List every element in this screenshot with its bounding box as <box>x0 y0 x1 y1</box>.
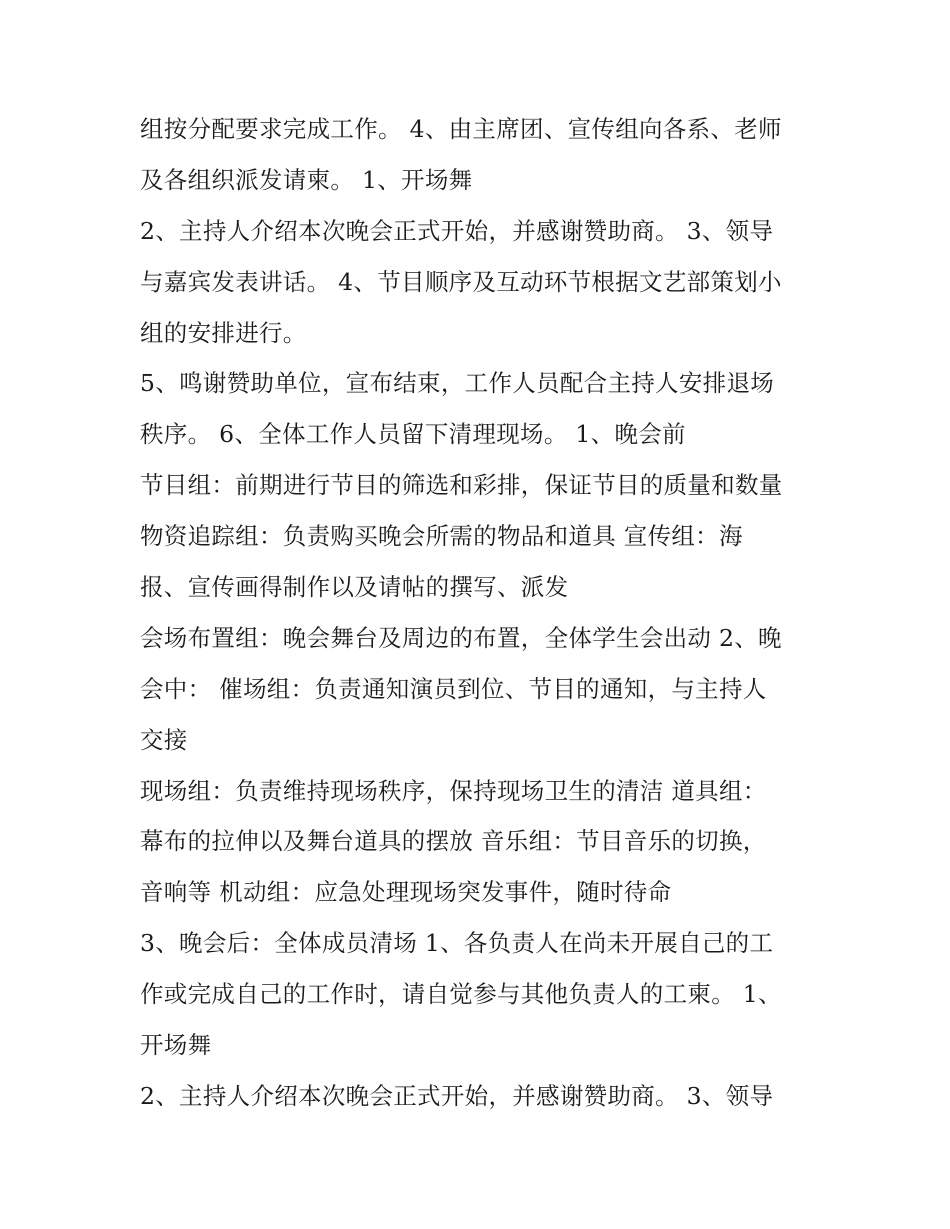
text-line: 开场舞 <box>140 1031 212 1060</box>
text-line: 秩序。 6、全体工作人员留下清理现场。 1、晚会前 <box>140 420 686 449</box>
text-line: 报、宣传画得制作以及请帖的撰写、派发 <box>140 573 569 602</box>
text-line: 会中： 催场组：负责通知演员到位、节目的通知，与主持人 <box>140 674 767 703</box>
text-line: 现场组：负责维持现场秩序，保持现场卫生的清洁 道具组： <box>140 776 767 805</box>
text-line: 及各组织派发请柬。 1、开场舞 <box>140 165 473 194</box>
text-line: 与嘉宾发表讲话。 4、节目顺序及互动环节根据文艺部策划小 <box>140 267 782 296</box>
text-line: 音响等 机动组：应急处理现场突发事件，随时待命 <box>140 878 672 907</box>
text-line: 3、晚会后：全体成员清场 1、各负责人在尚未开展自己的工 <box>140 929 774 958</box>
text-line: 组按分配要求完成工作。 4、由主席团、宣传组向各系、老师 <box>140 115 782 143</box>
text-line: 交接 <box>140 725 188 754</box>
text-line: 5、鸣谢赞助单位，宣布结束，工作人员配合主持人安排退场 <box>140 369 775 398</box>
text-line: 物资追踪组：负责购买晚会所需的物品和道具 宣传组：海 <box>140 522 743 551</box>
text-line: 2、主持人介绍本次晚会正式开始，并感谢赞助商。 3、领导 <box>140 1081 774 1110</box>
text-line: 节目组：前期进行节目的筛选和彩排，保证节目的质量和数量 <box>140 471 783 500</box>
body-text <box>140 104 830 1122</box>
text-line: 作或完成自己的工作时，请自觉参与其他负责人的工柬。 1、 <box>140 980 782 1009</box>
text-line: 幕布的拉伸以及舞台道具的摆放 音乐组：节目音乐的切换， <box>140 827 767 856</box>
text-line: 2、主持人介绍本次晚会正式开始，并感谢赞助商。 3、领导 <box>140 216 774 245</box>
text-line: 组的安排进行。 <box>140 318 307 347</box>
text-line: 会场布置组：晚会舞台及周边的布置，全体学生会出动 2、晚 <box>140 623 782 652</box>
